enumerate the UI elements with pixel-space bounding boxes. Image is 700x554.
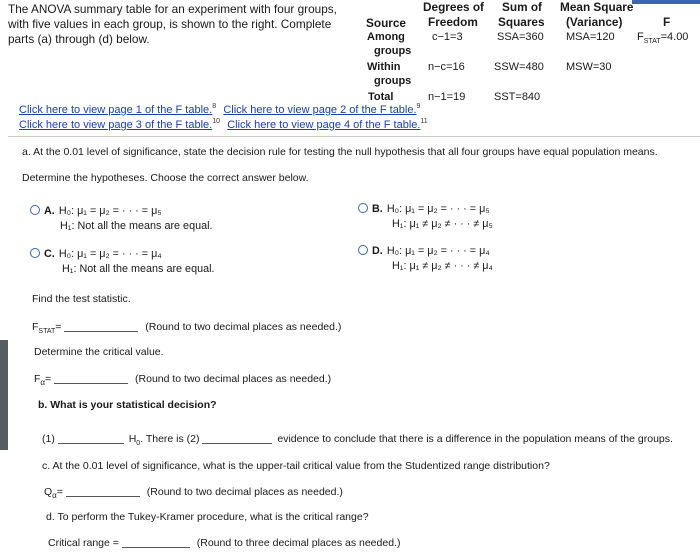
among-ms: MSA=120	[566, 31, 615, 43]
q-eq: =	[56, 486, 63, 498]
link-1-ref: 8	[212, 103, 217, 110]
among-f	[637, 31, 688, 45]
header-ss-line2: Squares	[498, 15, 545, 29]
part-c-prompt: c. At the 0.01 level of significance, what is the upper-tail critical value from the Studentized range distribution?	[42, 460, 550, 472]
option-c-radio[interactable]	[30, 248, 40, 258]
fstat-hint: (Round to two decimal places as needed.)	[145, 321, 342, 333]
option-b-h1: H₁: μ₁ ≠ μ₂ ≠ · · · ≠ μ₅	[392, 218, 493, 230]
option-a-radio[interactable]	[30, 205, 40, 215]
option-d-h1: H₁: μ₁ ≠ μ₂ ≠ · · · ≠ μ₄	[392, 260, 493, 272]
option-d-letter: D.	[372, 245, 383, 257]
within-ms: MSW=30	[566, 61, 612, 73]
within-df: n−c=16	[428, 61, 465, 73]
decision-row	[42, 432, 673, 447]
link-f-table-page-2[interactable]: Click here to view page 2 of the F table.	[223, 103, 417, 116]
header-ss-line1: Sum of	[502, 0, 542, 14]
fstat-eq: =	[55, 321, 62, 333]
critical-range-row	[48, 536, 400, 549]
fstat-input[interactable]	[64, 320, 138, 332]
option-b-h0: H₀: μ₁ = μ₂ = · · · = μ₅	[386, 203, 490, 215]
among-f-value: =4.00	[660, 31, 689, 43]
link-2-ref: 9	[416, 103, 421, 110]
header-f: F	[663, 15, 671, 29]
q-row	[44, 485, 343, 500]
falpha-eq: =	[45, 373, 52, 385]
part-a-prompt: a. At the 0.01 level of significance, state the decision rule for testing the null hypothesis that all four groups have equal population means.	[22, 146, 658, 158]
among-f-sub: STAT	[643, 38, 661, 46]
toolbar-button-edge[interactable]	[632, 0, 700, 4]
critical-value-prompt: Determine the critical value.	[34, 346, 164, 358]
option-b-radio[interactable]	[358, 203, 368, 213]
row-within-label-2: groups	[374, 75, 412, 87]
among-f-letter: F	[637, 31, 644, 43]
option-d[interactable]	[358, 244, 490, 258]
falpha-input[interactable]	[54, 372, 128, 384]
there-is-text: . There is (2)	[140, 433, 200, 445]
row-among-label-2: groups	[374, 45, 412, 57]
q-hint: (Round to two decimal places as needed.)	[146, 486, 343, 498]
critical-range-hint: (Round to three decimal places as needed.)	[196, 537, 401, 549]
option-c[interactable]	[30, 247, 162, 261]
option-b[interactable]	[358, 202, 490, 216]
falpha-label: F	[34, 373, 41, 385]
problem-intro: The ANOVA summary table for an experiment with four groups, with five values in each group, is shown to the right. Complete parts (a) through (d) below.	[8, 2, 337, 46]
header-source: Source	[366, 16, 406, 30]
option-d-h0: H₀: μ₁ = μ₂ = · · · = μ₄	[386, 245, 490, 257]
total-df: n−1=19	[428, 91, 466, 103]
option-b-letter: B.	[372, 203, 383, 215]
option-a[interactable]	[30, 204, 162, 218]
q-sub: α	[52, 491, 57, 501]
h0-sub: 0	[136, 440, 141, 448]
header-df-line2: Freedom	[428, 15, 478, 29]
q-input[interactable]	[66, 485, 140, 497]
f-table-links-row-1	[19, 103, 420, 116]
falpha-sub: α	[40, 378, 46, 388]
falpha-hint: (Round to two decimal places as needed.)	[135, 373, 332, 385]
among-ss: SSA=360	[497, 31, 544, 43]
link-f-table-page-3[interactable]: Click here to view page 3 of the F table.	[19, 118, 213, 131]
header-df-line1: Degrees of	[423, 0, 484, 14]
f-table-links-row-2	[19, 118, 428, 131]
option-d-radio[interactable]	[358, 245, 368, 255]
among-df: c−1=3	[432, 31, 463, 43]
row-within-label: Within	[367, 61, 401, 73]
header-ms-line2: (Variance)	[566, 15, 623, 29]
within-ss: SSW=480	[494, 61, 544, 73]
option-c-h1: H₁: Not all the means are equal.	[62, 263, 215, 275]
option-c-letter: C.	[44, 248, 55, 260]
row-among-label: Among	[367, 31, 405, 43]
link-f-table-page-4[interactable]: Click here to view page 4 of the F table.	[227, 118, 421, 131]
fstat-sub: STAT	[38, 328, 56, 336]
q-label: Q	[44, 486, 53, 498]
option-c-h0: H₀: μ₁ = μ₂ = · · · = μ₄	[58, 248, 162, 260]
blank-1-label: (1)	[42, 433, 55, 445]
critical-range-label: Critical range =	[48, 537, 119, 549]
row-total-label: Total	[368, 91, 394, 103]
option-a-h0: H₀: μ₁ = μ₂ = · · · = μ₅	[58, 205, 162, 217]
link-4-ref: 11	[420, 118, 428, 125]
link-f-table-page-1[interactable]: Click here to view page 1 of the F table.	[19, 103, 213, 116]
part-d-prompt: d. To perform the Tukey-Kramer procedure, what is the critical range?	[46, 511, 369, 523]
decision-dropdown-2[interactable]	[202, 432, 272, 444]
total-ss: SST=840	[494, 91, 541, 103]
link-3-ref: 10	[212, 118, 221, 125]
h0-letter: H	[128, 433, 137, 445]
option-a-letter: A.	[44, 205, 55, 217]
option-a-h1: H₁: Not all the means are equal.	[60, 220, 213, 232]
part-b-prompt: b. What is your statistical decision?	[38, 399, 217, 411]
find-test-statistic: Find the test statistic.	[32, 293, 131, 305]
falpha-row	[34, 372, 331, 387]
section-divider	[8, 136, 700, 137]
conclusion-text: evidence to conclude that there is a difference in the population means of the groups.	[277, 433, 673, 445]
fstat-label: F	[32, 321, 39, 333]
header-ms-line1: Mean Square	[560, 0, 634, 14]
background-window-edge	[0, 340, 8, 450]
critical-range-input[interactable]	[122, 536, 190, 548]
fstat-row	[32, 320, 341, 335]
decision-dropdown-1[interactable]	[58, 432, 124, 444]
hypotheses-prompt: Determine the hypotheses. Choose the correct answer below.	[22, 172, 309, 184]
